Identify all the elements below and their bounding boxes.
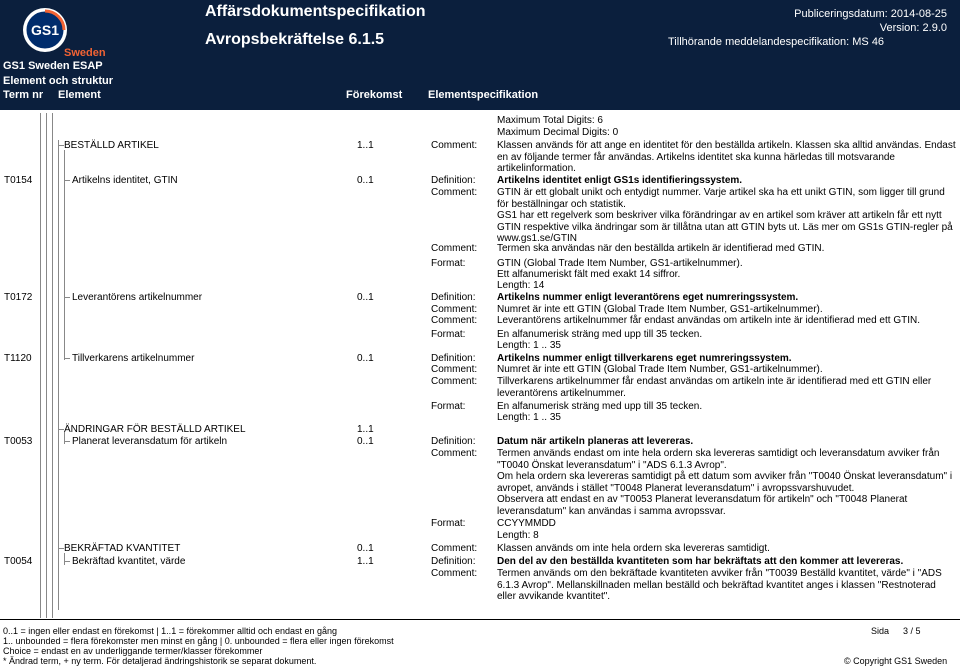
element-name: Leverantörens artikelnummer	[72, 292, 203, 303]
format-text: En alfanumerisk sträng med upp till 35 tecken.	[497, 329, 703, 340]
column-occurrence: Förekomst	[346, 89, 403, 101]
element-name: ÄNDRINGAR FÖR BESTÄLLD ARTIKEL	[64, 424, 246, 435]
occurrence: 0..1	[357, 353, 374, 364]
definition-label: Definition:	[431, 292, 476, 303]
column-spec: Elementspecifikation	[428, 89, 539, 101]
element-name: BEKRÄFTAD KVANTITET	[64, 543, 181, 554]
term-number: T1120	[4, 353, 32, 364]
comment-text: Om hela ordern ska levereras samtidigt på ett datum som avviker från "T0040 Önskat leveransdatum" i avropet, används i stället "T0048 Planerat leveransdatum" i avropssvarshuvudet.	[497, 471, 953, 494]
comment-text: Klassen används om inte hela ordern ska levereras samtidigt.	[497, 543, 770, 554]
footer-legend-line: Choice = endast en av underliggande termer/klasser förekommer	[3, 646, 263, 656]
tree-line	[64, 553, 65, 565]
message-spec: Tillhörande meddelandespecifikation: MS 46	[668, 36, 885, 48]
publication-date: Publiceringsdatum: 2014-08-25	[794, 8, 947, 20]
format-max-total: Maximum Total Digits: 6	[497, 115, 603, 126]
element-name: BESTÄLLD ARTIKEL	[64, 140, 159, 151]
occurrence: 1..1	[357, 140, 374, 151]
occurrence: 0..1	[357, 436, 374, 447]
section-title: Element och struktur	[3, 75, 114, 87]
footer-legend-line: 0..1 = ingen eller endast en förekomst | 1..1 = förekommer alltid och endast en gång	[3, 626, 338, 636]
format-label: Format:	[431, 518, 466, 529]
tree-line	[40, 113, 41, 618]
footer-legend-line: 1.. unbounded = flera förekomster men minst en gång | 0. unbounded = flera eller ingen förekomst	[3, 636, 394, 646]
format-text: GTIN (Global Trade Item Number, GS1-artikelnummer).	[497, 258, 743, 269]
comment-text: GTIN är ett globalt unikt och entydigt nummer. Varje artikel ska ha ett unikt GTIN, som ligger till grund för beställningar och statistik.	[497, 187, 945, 210]
format-label: Format:	[431, 258, 466, 269]
format-label: Format:	[431, 329, 466, 340]
comment-label: Comment:	[431, 568, 478, 579]
element-name: Planerat leveransdatum för artikeln	[72, 436, 228, 447]
definition-text: Artikelns identitet enligt GS1s identifieringssystem.	[497, 175, 743, 186]
format-max-decimal: Maximum Decimal Digits: 0	[497, 127, 619, 138]
comment-text: GS1 har ett regelverk som beskriver vilka förändringar av en artikel som kräver att artikeln får ett nytt GTIN respektive vilka ändringar som är tillåtna utan att GTIN byts ut. Läs mer om GS1s GTIN-regler på www.gs1.se/GTIN	[497, 210, 953, 244]
document-meta	[794, 7, 947, 35]
format-text: En alfanumerisk sträng med upp till 35 tecken.	[497, 401, 703, 412]
tree-line	[64, 150, 65, 360]
tree-line	[46, 113, 47, 618]
comment-text: Observera att endast en av "T0053 Planerat leveransdatum för artikeln" och "T0048 Planerat leveransdatum" kan användas i samma avropssvar.	[497, 494, 908, 517]
document-title: Affärsdokumentspecifikation	[205, 3, 426, 20]
column-element: Element	[58, 89, 101, 101]
definition-text: Datum när artikeln planeras att levereras.	[497, 436, 694, 447]
document-header	[0, 0, 960, 110]
definition-text: Den del av den beställda kvantiteten som har bekräftats att den kommer att levereras.	[497, 556, 904, 567]
length-text: Length: 1 .. 35	[497, 340, 561, 351]
tree-line	[58, 140, 59, 610]
tree-line	[52, 113, 53, 618]
format-label: Format:	[431, 401, 466, 412]
footer-divider	[0, 619, 960, 620]
element-name: Bekräftad kvantitet, värde	[72, 556, 186, 567]
organization-name: GS1 Sweden ESAP	[3, 60, 103, 72]
occurrence: 0..1	[357, 543, 374, 554]
length-text: Length: 8	[497, 530, 539, 541]
comment-label: Comment:	[431, 543, 478, 554]
version: Version: 2.9.0	[879, 22, 947, 34]
term-number: T0054	[4, 556, 33, 567]
definition-label: Definition:	[431, 353, 476, 364]
comment-label: Comment:	[431, 448, 478, 459]
comment-label: Comment:	[431, 304, 478, 315]
tree-branch	[64, 297, 70, 298]
comment-label: Comment:	[431, 364, 478, 375]
length-text: Length: 14	[497, 280, 545, 291]
occurrence: 0..1	[357, 175, 374, 186]
definition-label: Definition:	[431, 175, 476, 186]
comment-text: Klassen används för att ange en identitet för den beställda artikeln. Klassen ska alltid användas. Endast en av följande termer får användas. Artikelns identitet ska kunna härledas till motsvarande artikelinformation.	[497, 140, 956, 174]
gs1-logo-icon	[14, 4, 106, 60]
comment-text: Numret är inte ett GTIN (Global Trade Item Number, GS1-artikelnummer).	[497, 304, 823, 315]
comment-text: Leverantörens artikelnummer får endast användas om artikeln inte är identifierad med ett GTIN.	[497, 315, 920, 326]
length-text: Length: 1 .. 35	[497, 412, 561, 423]
comment-text: Termen används om den bekräftade kvantiteten avviker från "T0039 Beställd kvantitet, värde" i "ADS 6.1.3 Avrop". Mellanskillnaden mellan beställd och bekräftad kvantitet anges i klassen "Restnoterad eller avvikande kvantitet".	[497, 568, 942, 602]
element-name: Tillverkarens artikelnummer	[72, 353, 195, 364]
page-label: Sida	[871, 626, 890, 636]
comment-label: Comment:	[431, 376, 478, 387]
format-text: CCYYMMDD	[497, 518, 556, 529]
term-number: T0053	[4, 436, 33, 447]
svg-text:Sweden: Sweden	[64, 47, 106, 59]
comment-label: Comment:	[431, 140, 478, 151]
comment-text: Termen används endast om inte hela ordern ska levereras samtidigt och leveransdatum avviker från "T0040 Önskat leveransdatum" i "ADS 6.1.3 Avrop".	[497, 448, 940, 471]
comment-text: Tillverkarens artikelnummer får endast användas om artikeln inte är identifierad med ett GTIN eller leverantörens artikelnummer.	[497, 376, 932, 399]
comment-text: Numret är inte ett GTIN (Global Trade Item Number, GS1-artikelnummer).	[497, 364, 823, 375]
tree-branch	[64, 441, 70, 442]
definition-text: Artikelns nummer enligt tillverkarens eget numreringssystem.	[497, 353, 792, 364]
comment-label: Comment:	[431, 187, 478, 198]
occurrence: 1..1	[357, 424, 374, 435]
svg-text:GS1: GS1	[31, 22, 60, 38]
occurrence: 1..1	[357, 556, 374, 567]
term-number: T0154	[4, 175, 33, 186]
occurrence: 0..1	[357, 292, 374, 303]
comment-label: Comment:	[431, 315, 478, 326]
comment-text: Termen ska användas när den beställda artikeln är identifierad med GTIN.	[497, 243, 825, 254]
footer-legend-line: * Ändrad term, + ny term. För detaljerad ändringshistorik se separat dokument.	[3, 656, 317, 666]
element-name: Artikelns identitet, GTIN	[72, 175, 178, 186]
tree-branch	[64, 180, 70, 181]
format-text: Ett alfanumeriskt fält med exakt 14 siffror.	[497, 269, 681, 280]
tree-branch	[64, 358, 70, 359]
term-number: T0172	[4, 292, 33, 303]
tree-branch	[64, 561, 70, 562]
comment-label: Comment:	[431, 243, 478, 254]
definition-label: Definition:	[431, 436, 476, 447]
copyright: © Copyright GS1 Sweden	[844, 656, 948, 666]
definition-text: Artikelns nummer enligt leverantörens eget numreringssystem.	[497, 292, 799, 303]
column-term: Term nr	[3, 89, 44, 101]
document-subtitle: Avropsbekräftelse 6.1.5	[205, 31, 385, 48]
definition-label: Definition:	[431, 556, 476, 567]
page-number: 3 / 5	[903, 626, 921, 636]
